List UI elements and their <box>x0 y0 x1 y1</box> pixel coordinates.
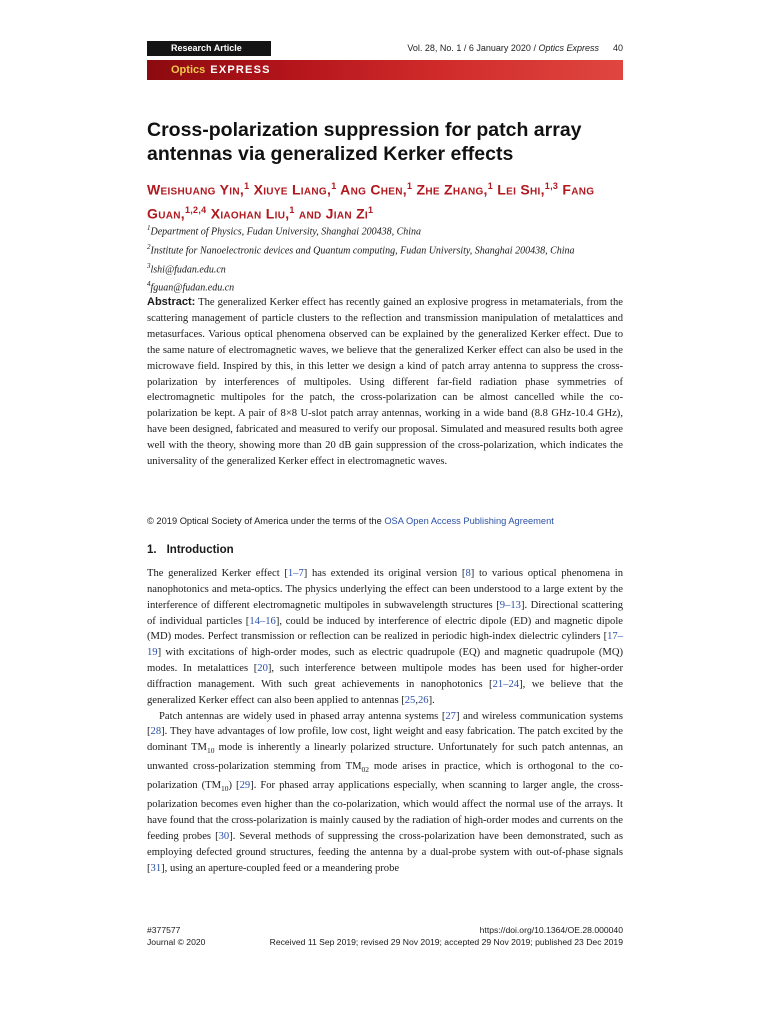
citation-link[interactable]: 25 <box>404 694 416 706</box>
footer-right <box>270 925 623 948</box>
journal-banner <box>147 60 623 80</box>
affiliation-mark: 1 <box>147 224 151 232</box>
mode-subscript: 02 <box>361 765 369 775</box>
citation-link[interactable]: 20 <box>257 663 268 675</box>
text-run: ], using an aperture-coupled feed or a meandering probe <box>161 862 400 874</box>
affiliation-text: lshi@fudan.edu.cn <box>150 263 226 275</box>
body-text <box>147 566 623 876</box>
text-run: mode is inherently a linearly polarized structure. Unfortunately for such patch antennas, an unwanted cross-polarization stemming from TM <box>147 742 623 773</box>
text-run: ]. They have advantages of low profile, low cost, light weight and easy fabrication. The patch excited by the dominant TM <box>147 726 623 754</box>
citation-link[interactable]: 30 <box>218 830 230 842</box>
journal-header <box>147 41 623 56</box>
citation-link[interactable]: 26 <box>418 694 429 706</box>
author-affiliation-mark: 1,2,4 <box>184 204 207 215</box>
text-run: ], we believe that the generalized Kerker effect can also been applied to antennas [ <box>147 678 623 706</box>
citation-link[interactable]: 14–16 <box>249 615 276 627</box>
text-run: , <box>415 694 418 706</box>
mode-subscript: 10 <box>206 746 215 756</box>
text-run: ] has extended its original version [ <box>303 568 466 579</box>
text-run: ]. Several methods of suppressing the cross-polarization have been demonstrated, such as employing defected ground structures, feeding the antenna by a dual-probe system with out-of-phase signals [ <box>147 830 623 874</box>
citation-link[interactable]: 8 <box>465 568 471 579</box>
footer-article-id: #377577 <box>147 925 181 935</box>
affiliation-line <box>147 240 627 259</box>
citation-link[interactable]: 21–24 <box>492 678 520 690</box>
footer-left <box>147 925 205 948</box>
text-run: ], could be induced by interference of electric dipole (ED) and magnetic dipole (MD) modes. Perfect transmission or reflection can be realized in periodic high-index dielectric cylinders [ <box>147 615 623 643</box>
text-run: The generalized Kerker effect [ <box>147 568 288 579</box>
footer-journal: Journal © 2020 <box>147 936 206 947</box>
author-name: Xiuye Liang, <box>253 181 332 198</box>
text-run: ], such interference between multipole modes has been used for higher-order diffraction management. With such great achievements in nanophotonics [ <box>147 663 623 690</box>
affiliation-list <box>147 221 627 296</box>
author-affiliation-mark: 1 <box>289 204 295 215</box>
affiliation-text: Institute for Nanoelectronic devices and Quantum computing, Fudan University, Shanghai 200438, China <box>150 245 575 257</box>
article-type-label: Research Article <box>147 41 271 56</box>
author-affiliation-mark: 1 <box>407 181 413 191</box>
text-run: ]. For phased array applications especially, when scanning to larger angle, the cross-polarization becomes even higher than the co-polarization, which would affect the normal use of the arrays. It have found that the cross-polarization is mainly caused by the radiation of high-order modes and currents on the feeding probes [ <box>147 780 623 842</box>
section-number: 1. <box>147 544 157 556</box>
copyright-notice <box>147 515 623 527</box>
citation-journal: Optics Express <box>538 43 599 53</box>
citation-volume: Vol. 28, No. 1 / 6 January 2020 / <box>407 43 539 53</box>
author-name: Ang Chen, <box>340 181 407 198</box>
abstract-text: The generalized Kerker effect has recently gained an explosive progress in metamaterials, from the scattering management of particle clusters to the reflection and transmission manipulation of metalattices and metasurfaces. Various optical phenomena observed can be explained by the generalized Kerker effect. Due to the same nature of electromagnetic waves, we believe that the generalized Kerker effect can also be used in the microwave field. Inspired by this, in this letter we design a kind of patch array antenna to suppress the cross-polarization by interferences of multipoles. Using different far-field radiation phase symmetries of electromagnetic multipoles for the patch, the cross-polarization can be almost cancelled while the co-polarization be kept. A pair of 8×8 U-slot patch array antennas, working in a wide band (8.8 GHz-10.4 GHz), have been designed, fabricated and measured to verify our proposal. Simulated and measured results both agree well with the theory, showing more than 20 dB gain suppression of the cross-polarization, which indicates the universality of the generalized Kerker effect in electromagnetic waves. <box>147 297 623 468</box>
abstract-label: Abstract: <box>147 296 196 308</box>
logo-express: EXPRESS <box>210 64 271 76</box>
affiliation-text: fguan@fudan.edu.cn <box>150 282 235 294</box>
text-run: Patch antennas are widely used in phased array antenna systems [ <box>159 710 446 722</box>
citation-link[interactable]: 29 <box>239 780 251 792</box>
abstract <box>147 295 623 470</box>
journal-logo <box>171 63 271 77</box>
author-list <box>147 176 627 223</box>
text-run: mode arises in practice, which is orthogonal to the co-polarization (TM <box>147 761 623 792</box>
author-affiliation-mark: 1 <box>368 204 374 215</box>
affiliation-line <box>147 259 627 278</box>
license-link[interactable]: OSA Open Access Publishing Agreement <box>384 516 554 526</box>
text-run: ] and wireless communication systems [ <box>147 710 623 738</box>
page-number: 40 <box>612 43 623 53</box>
affiliation-mark: 3 <box>147 261 151 270</box>
affiliation-line <box>147 221 627 240</box>
affiliation-line <box>147 277 627 296</box>
affiliation-mark: 2 <box>147 242 151 251</box>
author-affiliation-mark: 1,3 <box>544 181 559 191</box>
text-run: ] with excitations of high-order modes, such as electric quadrupole (EQ) and magnetic quadrupole (MQ) modes. In metalattices [ <box>147 647 623 675</box>
citation-link[interactable]: 28 <box>150 726 162 738</box>
citation-link[interactable]: 31 <box>150 862 162 874</box>
author-name: and Jian Zi <box>298 205 369 222</box>
citation-link[interactable]: 1–7 <box>287 568 304 579</box>
text-run: ] to various optical phenomena in nanophotonics and meta-optics. The physics underlying the effect can been understood to a large extent by the interference of different electromagnetic multipoles in subwavelength structures [ <box>147 568 624 611</box>
author-name: Zhe Zhang, <box>416 181 488 198</box>
copyright-text: © 2019 Optical Society of America under the terms of the <box>147 516 385 526</box>
text-run: ]. Directional scattering of individual particles [ <box>147 599 623 627</box>
citation-link[interactable]: 17–19 <box>147 631 623 659</box>
paragraph-intro-2 <box>147 709 623 877</box>
paper-title: Cross-polarization suppression for patch array antennas via generalized Kerker effects <box>147 119 582 165</box>
citation-line <box>407 41 623 56</box>
text-run: ]. <box>428 694 435 706</box>
author-name: Lei Shi, <box>497 181 545 198</box>
text-run: ) [ <box>228 780 240 792</box>
section-heading <box>147 543 234 557</box>
affiliation-mark: 4 <box>147 280 151 289</box>
author-name: Xiaohan Liu, <box>210 205 290 222</box>
section-title: Introduction <box>166 544 234 556</box>
paragraph-intro-1 <box>147 566 623 709</box>
author-name: Weishuang Yin, <box>147 181 245 198</box>
footer-dates: Received 11 Sep 2019; revised 29 Nov 2019; accepted 29 Nov 2019; published 23 Dec 2019 <box>269 936 623 947</box>
logo-optics: Optics <box>171 64 206 76</box>
citation-link[interactable]: 9–13 <box>499 599 521 611</box>
author-affiliation-mark: 1 <box>331 181 337 191</box>
citation-link[interactable]: 27 <box>445 710 456 722</box>
mode-subscript: 10 <box>221 784 229 794</box>
author-name: Fang Guan, <box>147 181 595 222</box>
author-affiliation-mark: 1 <box>487 181 494 191</box>
affiliation-text: Department of Physics, Fudan University, Shanghai 200438, China <box>150 226 422 238</box>
footer-doi: https://doi.org/10.1364/OE.28.000040 <box>479 925 623 935</box>
author-affiliation-mark: 1 <box>244 181 250 191</box>
